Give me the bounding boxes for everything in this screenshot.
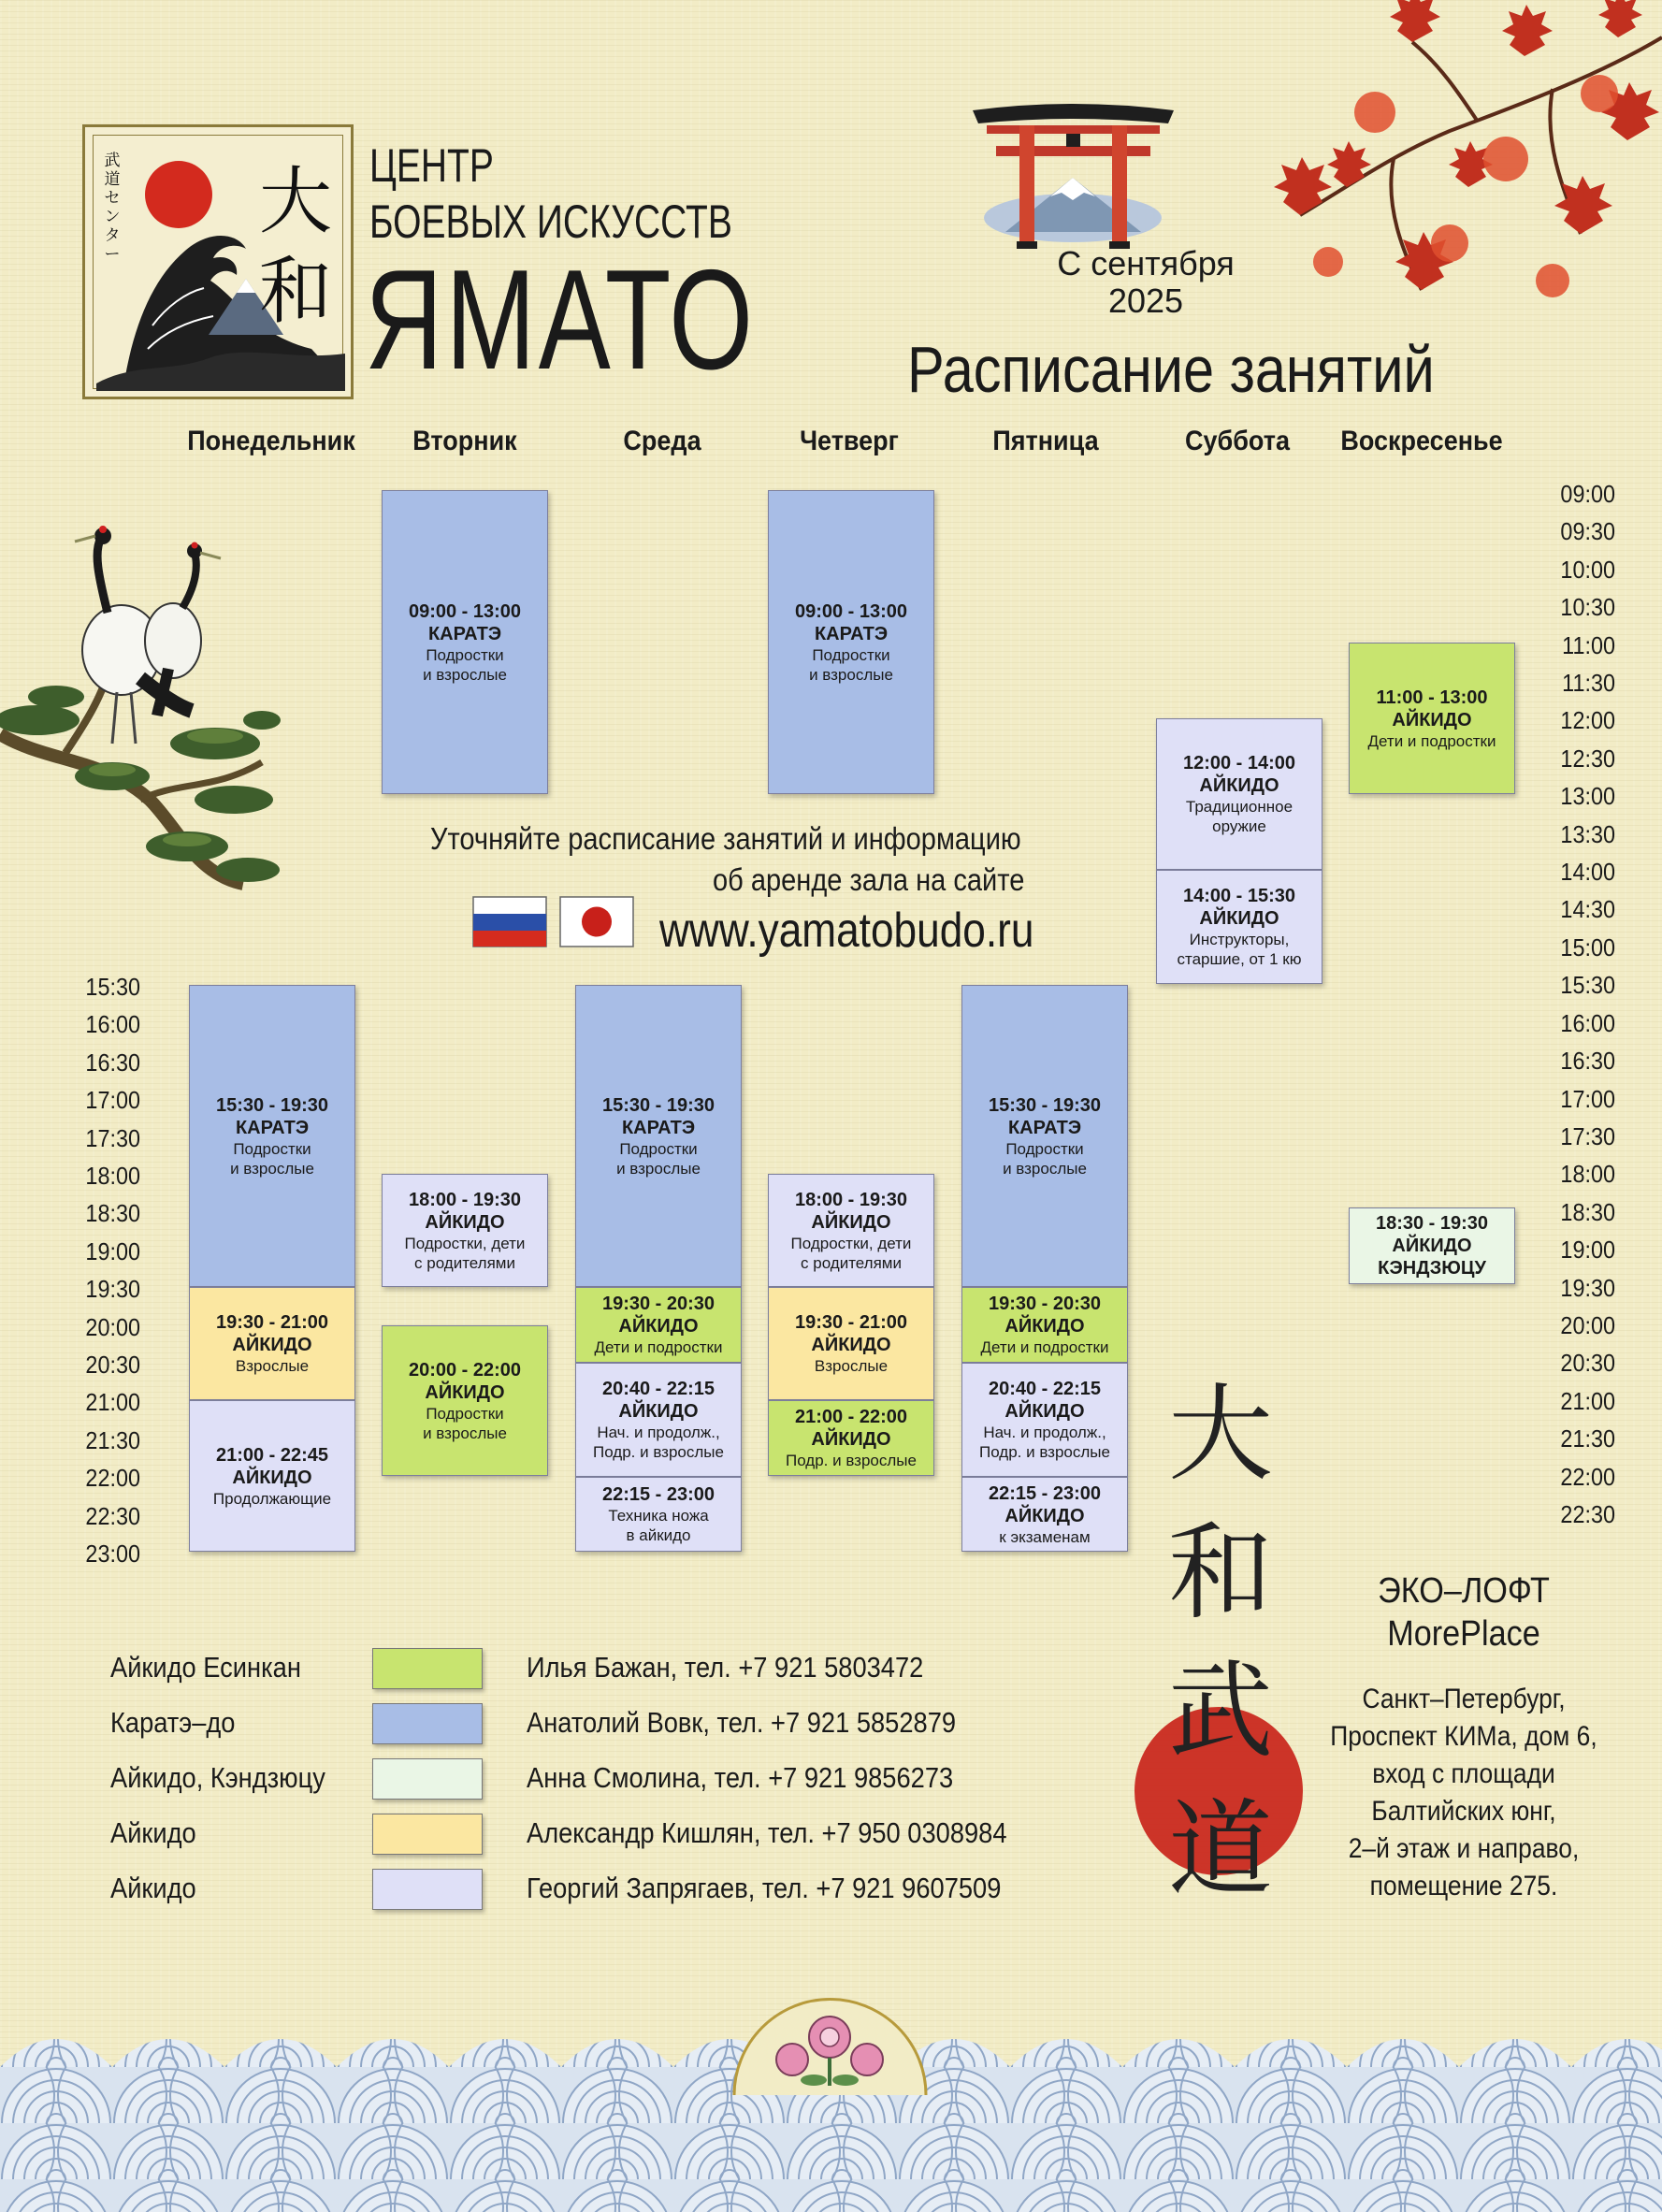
day-wednesday: Среда	[623, 426, 701, 456]
block-sub: Подростки	[233, 1139, 311, 1158]
venue-address-line: Санкт–Петербург,	[1362, 1684, 1566, 1714]
website-link[interactable]: www.yamatobudo.ru	[659, 904, 1034, 958]
block-sub: Подростки	[1005, 1139, 1084, 1158]
big-kanji-3: 武	[1168, 1651, 1273, 1772]
block-name: АЙКИДО	[425, 1381, 505, 1403]
block-sub: и взрослые	[423, 665, 507, 684]
day-tuesday: Вторник	[412, 426, 517, 456]
block-sub: Дети и подростки	[980, 1338, 1109, 1356]
block-name: АЙКИДО	[1004, 1401, 1085, 1422]
block-wed-karate[interactable]	[575, 985, 742, 1287]
block-sub: Подростки	[619, 1139, 698, 1158]
left-time-label: 21:30	[85, 1425, 140, 1454]
block-sub: Инструкторы,	[1189, 931, 1290, 948]
block-name: АЙКИДО	[811, 1335, 891, 1355]
block-name: КАРАТЭ	[814, 623, 889, 644]
legend-label-aikido-kenjutsu: Айкидо, Кэндзюцу	[110, 1761, 325, 1794]
block-time: 22:15 - 23:00	[601, 1484, 715, 1505]
right-time-label: 19:30	[1560, 1273, 1615, 1302]
block-thu-aikido-kids[interactable]	[768, 1174, 934, 1287]
left-time-label: 15:30	[85, 973, 140, 1001]
right-time-label: 11:30	[1562, 669, 1615, 698]
right-time-label: 18:00	[1560, 1160, 1615, 1189]
legend-label-aikido-lavender: Айкидо	[110, 1872, 196, 1904]
block-sub: Подростки	[426, 1404, 504, 1423]
block-name: АЙКИДО	[618, 1316, 699, 1337]
block-sub: Взрослые	[235, 1357, 310, 1375]
legend-contact: Анатолий Вовк, тел. +7 921 5852879	[527, 1706, 957, 1739]
block-sub: Техника ножа	[608, 1507, 709, 1525]
venue-address-line: вход с площади	[1372, 1758, 1555, 1789]
block-wed-aikido-kids[interactable]	[575, 1287, 742, 1363]
right-time-label: 18:30	[1560, 1197, 1615, 1226]
left-time-label: 18:00	[85, 1162, 140, 1191]
block-sub: в айкидо	[626, 1526, 691, 1544]
block-sat-aikido-afternoon[interactable]	[1156, 870, 1322, 984]
block-sun-aikido-morning[interactable]	[1349, 643, 1515, 794]
since-line-2: 2025	[1107, 282, 1184, 320]
block-sub: и взрослые	[616, 1159, 701, 1178]
left-time-label: 21:00	[85, 1388, 140, 1417]
left-time-label: 22:00	[85, 1464, 140, 1493]
left-time-label: 19:30	[85, 1275, 140, 1304]
legend-contact: Георгий Запрягаев, тел. +7 921 9607509	[527, 1872, 1002, 1904]
block-name: АЙКИДО	[1392, 709, 1472, 730]
block-name: АЙКИДО	[425, 1211, 505, 1233]
block-sub: и взрослые	[1003, 1159, 1087, 1178]
right-time-label: 22:30	[1560, 1499, 1615, 1528]
block-time: 09:00 - 13:00	[794, 600, 908, 622]
russia-flag-icon	[472, 896, 547, 947]
block-thu-aikido-adults[interactable]	[768, 1287, 934, 1400]
block-time: 19:30 - 20:30	[601, 1294, 715, 1314]
block-time: 12:00 - 14:00	[1182, 753, 1296, 773]
legend-label-karate: Каратэ–до	[110, 1706, 236, 1739]
time-column-right	[1550, 475, 1615, 1533]
big-kanji-2: 和	[1168, 1512, 1273, 1634]
block-sub: Подростки	[426, 645, 504, 664]
block-time: 09:00 - 13:00	[408, 600, 522, 622]
block-name: АЙКИДО	[811, 1429, 891, 1450]
since-line-1: С сентября	[1057, 244, 1235, 282]
big-kanji-4: 道	[1168, 1789, 1273, 1911]
venue-name: ЭКО–ЛОФТ	[1378, 1571, 1550, 1611]
title-line-1: ЦЕНТР	[369, 139, 494, 192]
block-name: АЙКИДО	[1199, 908, 1279, 929]
block-name: АЙКИДО	[232, 1335, 312, 1355]
block-sub: Дети и подростки	[1367, 731, 1496, 750]
block-fri-karate[interactable]	[961, 985, 1128, 1287]
torii-gate-icon	[968, 101, 1178, 255]
block-fri-aikido-mixed[interactable]	[961, 1363, 1128, 1477]
block-sub: Подр. и взрослые	[979, 1443, 1110, 1461]
block-wed-aikido-mixed[interactable]	[575, 1363, 742, 1477]
title-line-2: БОЕВЫХ ИСКУССТВ	[369, 195, 732, 248]
legend-contact: Илья Бажан, тел. +7 921 5803472	[527, 1651, 924, 1684]
logo-kanji-1: 大	[258, 160, 332, 244]
block-fri-exam[interactable]	[961, 1477, 1128, 1552]
right-time-label: 13:00	[1560, 782, 1615, 811]
block-sub: Подр. и взрослые	[786, 1452, 917, 1469]
block-thu-karate-morning[interactable]	[768, 490, 934, 794]
right-time-label: 17:30	[1560, 1121, 1615, 1150]
block-time: 15:30 - 19:30	[988, 1094, 1102, 1116]
block-tue-aikido-kids[interactable]	[382, 1174, 548, 1287]
left-time-label: 17:30	[85, 1123, 140, 1152]
block-time: 18:00 - 19:30	[794, 1189, 908, 1210]
legend-swatch-mint	[372, 1758, 483, 1800]
venue-address-line: Балтийских юнг,	[1371, 1796, 1556, 1827]
since-date	[1043, 245, 1249, 320]
legend-swatch-green	[372, 1648, 483, 1689]
day-thursday: Четверг	[800, 426, 899, 456]
block-sun-kenjutsu[interactable]	[1349, 1207, 1515, 1284]
left-time-label: 16:30	[85, 1048, 140, 1077]
day-monday: Понедельник	[187, 426, 355, 456]
venue-subname: MorePlace	[1387, 1614, 1540, 1654]
block-time: 21:00 - 22:45	[215, 1444, 329, 1466]
block-sub: к экзаменам	[999, 1527, 1091, 1546]
right-time-label: 09:30	[1560, 517, 1615, 546]
right-time-label: 20:30	[1560, 1349, 1615, 1378]
right-time-label: 22:00	[1560, 1462, 1615, 1491]
block-name: КАРАТЭ	[1007, 1117, 1082, 1138]
left-time-label: 19:00	[85, 1236, 140, 1265]
japan-flag-icon	[559, 896, 634, 947]
block-wed-knife[interactable]	[575, 1477, 742, 1552]
block-name: АЙКИДО	[811, 1211, 891, 1233]
right-time-label: 15:30	[1560, 971, 1615, 1000]
block-time: 19:30 - 21:00	[215, 1312, 329, 1333]
block-name: АЙКИДО	[1392, 1236, 1472, 1256]
block-time: 14:00 - 15:30	[1182, 886, 1296, 906]
notice-line-2: об аренде зала на сайте	[713, 862, 1025, 897]
title-main: ЯМАТО	[365, 240, 757, 399]
legend-contact: Анна Смолина, тел. +7 921 9856273	[527, 1761, 954, 1794]
right-time-label: 11:00	[1562, 630, 1615, 659]
right-time-label: 16:30	[1560, 1047, 1615, 1076]
venue-address-line: помещение 275.	[1369, 1871, 1558, 1901]
block-mon-aikido-adults[interactable]	[189, 1287, 355, 1400]
right-time-label: 20:00	[1560, 1310, 1615, 1339]
big-kanji	[1160, 1366, 1281, 1919]
venue-address-line: 2–й этаж и направо,	[1348, 1833, 1580, 1864]
left-time-label: 16:00	[85, 1010, 140, 1039]
block-name: АЙКИДО	[232, 1467, 312, 1488]
right-time-label: 17:00	[1560, 1084, 1615, 1113]
block-sub: оружие	[1212, 817, 1266, 835]
block-sub: Дети и подростки	[594, 1338, 723, 1356]
day-friday: Пятница	[992, 426, 1099, 456]
block-time: 18:00 - 19:30	[408, 1189, 522, 1210]
block-time: 20:40 - 22:15	[988, 1379, 1102, 1399]
right-time-label: 14:00	[1560, 858, 1615, 887]
block-mon-aikido-continuing[interactable]	[189, 1400, 355, 1552]
right-time-label: 16:00	[1560, 1008, 1615, 1037]
block-mon-karate[interactable]	[189, 985, 355, 1287]
block-sub: и взрослые	[809, 665, 893, 684]
block-name: КАРАТЭ	[235, 1117, 310, 1138]
block-name: АЙКИДО	[618, 1401, 699, 1422]
block-time: 21:00 - 22:00	[794, 1407, 908, 1427]
logo-kanji-2: 和	[258, 250, 332, 334]
maple-branch-icon	[1244, 0, 1662, 318]
block-time: 15:30 - 19:30	[601, 1094, 715, 1116]
left-time-label: 17:00	[85, 1086, 140, 1115]
block-sub: Подростки	[812, 645, 890, 664]
left-time-label: 23:00	[85, 1540, 140, 1569]
left-time-label: 20:30	[85, 1351, 140, 1380]
block-sub: Подр. и взрослые	[593, 1443, 724, 1461]
block-sub: Взрослые	[814, 1357, 889, 1375]
right-time-label: 09:00	[1560, 480, 1615, 508]
right-time-label: 12:30	[1560, 744, 1615, 773]
block-sub: Традиционное	[1185, 798, 1293, 816]
logo-kanji	[249, 157, 342, 337]
right-time-label: 21:30	[1560, 1424, 1615, 1453]
notice-line-1: Уточняйте расписание занятий и информацию	[430, 821, 1021, 856]
time-column-left	[75, 968, 140, 1573]
block-sub: КЭНДЗЮЦУ	[1378, 1258, 1486, 1279]
block-fri-aikido-kids[interactable]	[961, 1287, 1128, 1363]
block-time: 20:40 - 22:15	[601, 1379, 715, 1399]
block-name: КАРАТЭ	[427, 623, 502, 644]
venue-address-line: Проспект КИМа, дом 6,	[1330, 1721, 1597, 1752]
big-kanji-1: 大	[1168, 1374, 1273, 1496]
day-sunday: Воскресенье	[1340, 426, 1503, 456]
left-time-label: 20:00	[85, 1312, 140, 1341]
left-time-label: 18:30	[85, 1199, 140, 1228]
legend-contact: Александр Кишлян, тел. +7 950 0308984	[527, 1816, 1007, 1849]
block-time: 19:30 - 20:30	[988, 1294, 1102, 1314]
block-sub: Нач. и продолж.,	[983, 1424, 1106, 1441]
logo-vertical-text: 武道センター	[104, 152, 121, 264]
schedule-title: Расписание занятий	[907, 333, 1435, 406]
day-saturday: Суббота	[1185, 426, 1290, 456]
block-name: АЙКИДО	[1199, 775, 1279, 796]
block-name: КАРАТЭ	[621, 1117, 696, 1138]
block-time: 20:00 - 22:00	[408, 1359, 522, 1381]
block-sub: с родителями	[414, 1253, 515, 1272]
block-time: 22:15 - 23:00	[988, 1482, 1102, 1504]
block-sub: старшие, от 1 кю	[1177, 950, 1302, 968]
legend-label-aikido-yellow: Айкидо	[110, 1816, 196, 1849]
flower-crest-icon	[725, 1955, 935, 2095]
block-tue-karate-morning[interactable]	[382, 490, 548, 794]
block-sub: и взрослые	[423, 1424, 507, 1442]
block-time: 15:30 - 19:30	[215, 1094, 329, 1116]
block-name: АЙКИДО	[1004, 1316, 1085, 1337]
block-sub: Подростки, дети	[404, 1234, 526, 1252]
block-sub: Нач. и продолж.,	[597, 1424, 720, 1441]
block-sub: Подростки, дети	[790, 1234, 912, 1252]
legend-swatch-lavender	[372, 1869, 483, 1910]
block-sat-aikido-noon[interactable]	[1156, 718, 1322, 870]
right-time-label: 15:00	[1560, 933, 1615, 961]
legend-label-aikido-yoshinkan: Айкидо Есинкан	[110, 1651, 301, 1684]
block-time: 11:00 - 13:00	[1376, 687, 1488, 708]
right-time-label: 10:00	[1560, 555, 1615, 584]
right-time-label: 14:30	[1560, 895, 1615, 924]
block-sub: Продолжающие	[212, 1489, 332, 1508]
legend-swatch-yellow	[372, 1814, 483, 1855]
right-time-label: 21:00	[1560, 1386, 1615, 1415]
right-time-label: 12:00	[1560, 706, 1615, 735]
cranes-on-pine-icon	[0, 519, 281, 931]
block-name: АЙКИДО	[1004, 1505, 1085, 1526]
legend-swatch-blue	[372, 1703, 483, 1744]
block-time: 19:30 - 21:00	[794, 1312, 908, 1333]
right-time-label: 19:00	[1560, 1236, 1615, 1265]
block-time: 18:30 - 19:30	[1375, 1213, 1489, 1234]
block-thu-aikido-evening[interactable]	[768, 1400, 934, 1476]
right-time-label: 13:30	[1560, 819, 1615, 848]
logo	[82, 124, 354, 399]
block-sub: с родителями	[801, 1253, 902, 1272]
right-time-label: 10:30	[1560, 593, 1615, 622]
block-sub: и взрослые	[230, 1159, 314, 1178]
left-time-label: 22:30	[85, 1501, 140, 1530]
block-tue-aikido-evening[interactable]	[382, 1325, 548, 1476]
